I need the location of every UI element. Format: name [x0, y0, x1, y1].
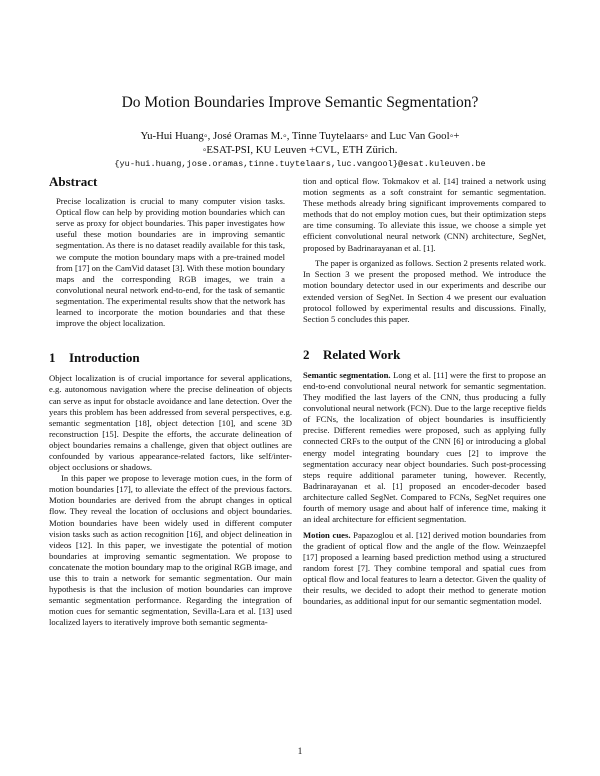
related-paragraph [303, 530, 546, 608]
related-paragraph [303, 370, 546, 525]
left-column [49, 176, 292, 628]
related-work-heading [303, 346, 546, 362]
section-title: Related Work [323, 346, 401, 362]
introduction-heading [49, 350, 292, 366]
abstract-text: Precise localization is crucial to many computer vision tasks. Optical flow can help by providing motion boundaries which can serve as proxy for object boundaries. This paper investigates how useful these motion boundaries are in improving semantic segmentation. As there is no dataset readily available for this task, we compute the motion boundary maps with a pre-trained model from [17] on the CamVid dataset [3]. With these motion boundary maps and the corresponding RGB images, we train a convolutional neural network end-to-end, for the task of semantic segmentation. The experimental results show that the network has learned to incorporate the motion boundaries and that these improve the object localization. [56, 196, 285, 329]
right-column [303, 176, 546, 607]
intro-continued-paragraph: tion and optical flow. Tokmakov et al. [14] trained a network using motion segments as a soft constraint for semantic segmentation. These methods already bring significant improvements compared to methods that do not employ motion cues, but their optimization steps are time consuming. To alleviate this issue, we choose a simple yet efficient convolutional neural network (CNN) architecture, SegNet, proposed by Badrinarayanan et al. [1]. [303, 176, 546, 253]
paper-title: Do Motion Boundaries Improve Semantic Segmentation? [121, 94, 479, 111]
author-block [0, 129, 600, 171]
author-affiliations: ◦ESAT-PSI, KU Leuven +CVL, ETH Zürich. [202, 144, 398, 156]
section-number: 2 [303, 346, 310, 362]
page-number: 1 [297, 747, 303, 757]
section-number: 1 [49, 350, 56, 366]
intro-continued-paragraph: The paper is organized as follows. Section 2 presents related work. In Section 3 we present the proposed method. We introduce the motion boundary detector used in our experiments and describe our extended version of SegNet. In Section 4 we present our evaluation protocol followed by experimental results and discussions. Finally, Section 5 concludes this paper. [303, 258, 546, 324]
paragraph-heading: Motion cues. [303, 529, 351, 540]
author-names: Yu-Hui Huang◦, José Oramas M.◦, Tinne Tuytelaars◦ and Luc Van Gool◦+ [140, 130, 460, 142]
author-emails: {yu-hui.huang,jose.oramas,tinne.tuytelaars,luc.vangool}@esat.kuleuven.be [114, 159, 486, 169]
abstract-body [49, 196, 292, 329]
abstract-heading: Abstract [49, 174, 98, 189]
paragraph-text: Long et al. [11] were the first to propose an end-to-end convolutional neural network for semantic segmentation. They modified the last layers of the CNN, thus producing a fully convolutional neural network (FCN). Due to the large receptive fields of FCNs, the localization of object boundaries is insufficiently precise. Different remedies were proposed, such as applying fully connected CRFs to the output of the CNN [6] or introducing a global energy model integrating boundary cues [2] to improve the segmentation accuracy near object boundaries. Such post-processing steps require additional parameter tuning, however. Recently, Badrinarayanan et al. [1] proposed an encoder-decoder based architecture called SegNet. Compared to FCNs, SegNet requires one fourth of memory usage and about half of inference time, making it an ideal architecture for efficient segmentation. [303, 369, 546, 525]
paragraph-heading: Semantic segmentation. [303, 369, 391, 380]
section-title: Introduction [69, 350, 140, 366]
intro-paragraph: In this paper we propose to leverage motion cues, in the form of motion boundaries [17], to alleviate the effect of the previous factors. Motion boundaries are derived from the abrupt changes in optical flow. They reveal the location of occlusions and object boundaries. Motion boundaries have been widely used in different computer vision tasks such as action recognition [16], and object delineation in videos [12]. In this paper, we investigate the potential of motion boundaries at improving semantic segmentation. We propose to concatenate the motion boundary map to the original RGB image, and use this to train a network for semantic segmentation. Our main hypothesis is that the inclusion of motion boundaries can improve semantic segmentation performance. Regarding the integration of motion cues for semantic segmentation, Sevilla-Lara et al. [13] used localized layers to iteratively improve both semantic segmenta- [49, 473, 292, 628]
paragraph-text: Papazoglou et al. [12] derived motion boundaries from the gradient of optical flow and the angle of the flow. Weinzaepfel [17] proposed a learning based prediction method using a structured random forest [7]. They combine temporal and spatial cues from optical flow and local features to learn a detector. Given the quality of their results, we decided to adopt their method to generate motion boundaries, as additional input for our semantic segmentation model. [303, 529, 546, 607]
intro-paragraph: Object localization is of crucial importance for several applications, e.g. autonomous navigation where the precise delineation of objects can serve as input for obstacle avoidance and lane detection. Over the years this problem has been addressed from several perspectives, e.g. semantic segmentation [18], object detection [10], and scene 3D reconstruction [15]. Despite the efforts, the accurate delineation of object boundaries remains a challenge, given that object outlines are confounded by various appearance-related factors, like self/inter-object occlusions or shadows. [49, 373, 292, 473]
